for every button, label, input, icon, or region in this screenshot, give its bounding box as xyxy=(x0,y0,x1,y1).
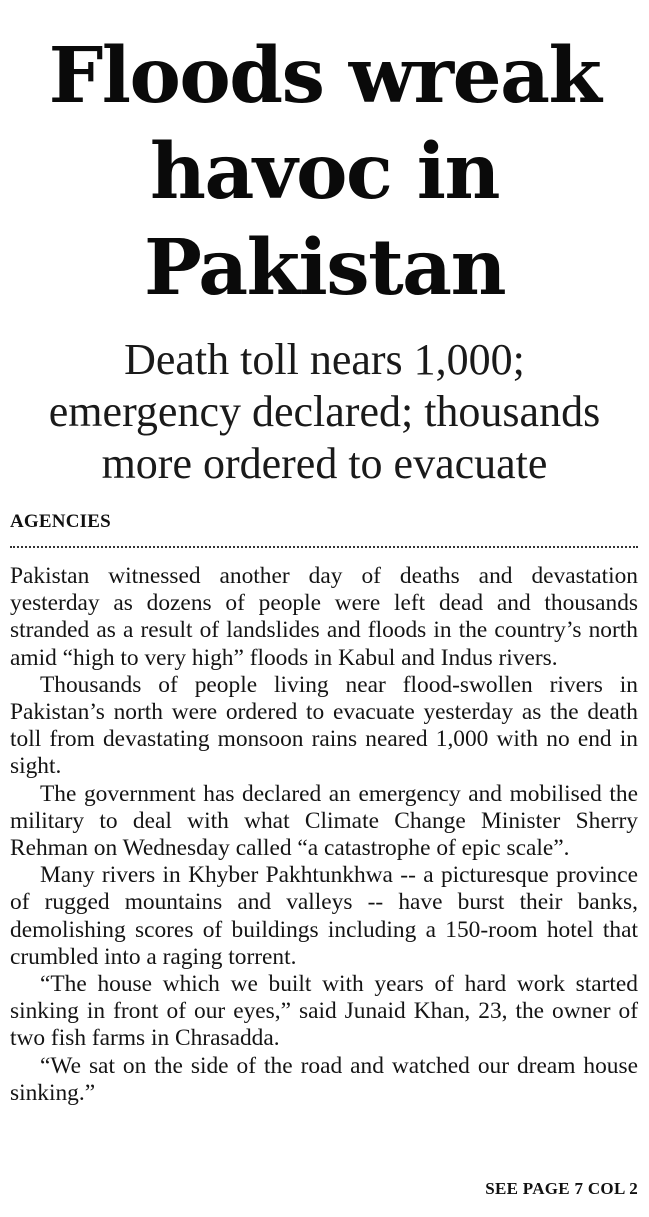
byline: AGENCIES xyxy=(10,511,111,532)
subheadline-line: more ordered to evacuate xyxy=(101,439,548,488)
headline-line: Floods wreak xyxy=(48,31,601,121)
dotted-divider xyxy=(10,546,638,548)
article-paragraph: “The house which we built with years of hard work started sinking in front of our eyes,” said Junaid Khan, 23, the owner of two fish farms in Chrasadda. xyxy=(10,971,638,1052)
headline xyxy=(0,28,649,316)
article-paragraph: Thousands of people living near flood-swollen rivers in Pakistan’s north were ordered to evacuate yesterday as the death toll from devastating monsoon rains neared 1,000 with no end in sight. xyxy=(10,671,638,780)
article-body xyxy=(10,563,638,1107)
article-paragraph: Many rivers in Khyber Pakhtunkhwa -- a picturesque province of rugged mountains and valleys -- have burst their banks, demolishing scores of buildings including a 150-room hotel that crumbled into a raging torrent. xyxy=(10,862,638,970)
subheadline-line: emergency declared; thousands xyxy=(48,387,601,436)
subheadline-line: Death toll nears 1,000; xyxy=(124,335,525,384)
continuation-jump-line: SEE PAGE 7 COL 2 xyxy=(485,1179,638,1198)
article-paragraph: The government has declared an emergency and mobilised the military to deal with what Climate Change Minister Sherry Rehman on Wednesday called “a catastrophe of epic scale”. xyxy=(10,780,638,862)
headline-line: havoc in xyxy=(150,127,499,217)
headline-line: Pakistan xyxy=(143,223,506,313)
article-paragraph: Pakistan witnessed another day of deaths and devastation yesterday as dozens of people were left dead and thousands stranded as a result of landslides and floods in the country’s north amid “high to very high” floods in Kabul and Indus rivers. xyxy=(10,563,638,671)
subheadline xyxy=(0,334,649,490)
article-paragraph: “We sat on the side of the road and watched our dream house sinking.” xyxy=(10,1052,638,1106)
